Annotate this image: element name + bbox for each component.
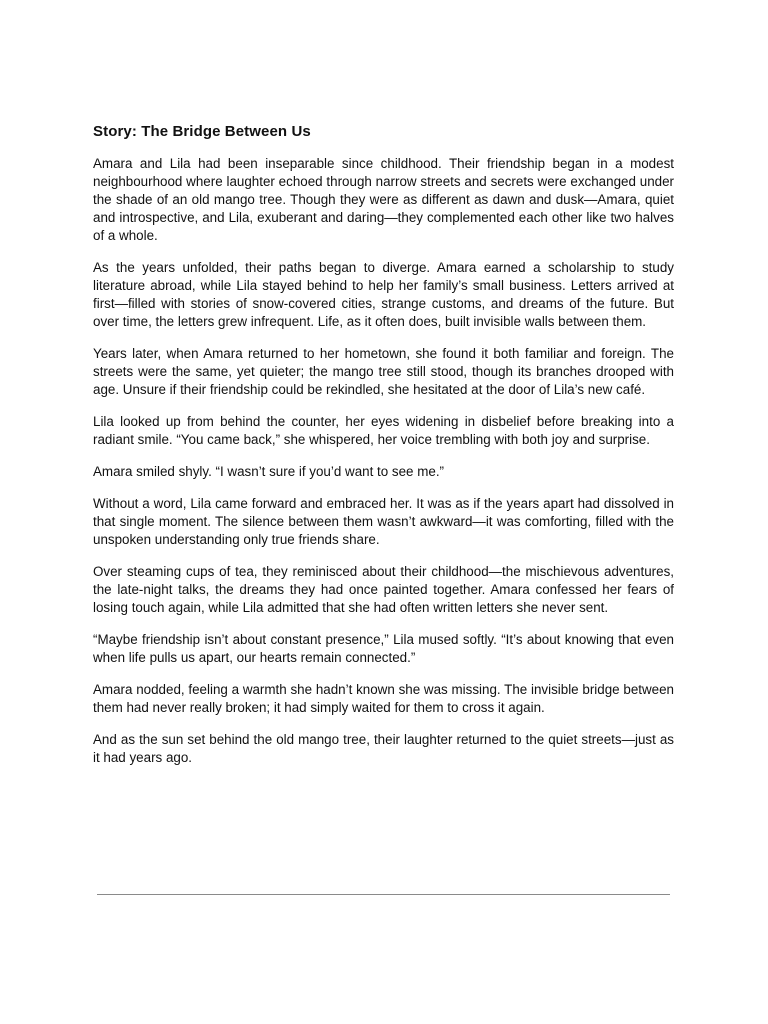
paragraph-9: Amara nodded, feeling a warmth she hadn’t known she was missing. The invisible bridge between them had never really broken; it had simply waited for them to cross it again. (93, 682, 674, 715)
paragraph-6: Without a word, Lila came forward and embraced her. It was as if the years apart had dissolved in that single moment. The silence between them wasn’t awkward—it was comforting, filled with the unspoken understanding only true friends share. (93, 496, 674, 547)
document-page (93, 122, 674, 781)
paragraph-4: Lila looked up from behind the counter, her eyes widening in disbelief before breaking into a radiant smile. “You came back,” she whispered, her voice trembling with both joy and surprise. (93, 414, 674, 447)
paragraph-1: Amara and Lila had been inseparable since childhood. Their friendship began in a modest neighbourhood where laughter echoed through narrow streets and secrets were exchanged under the shade of an old mango tree. Though they were as different as dawn and dusk—Amara, quiet and introspective, and Lila, exuberant and daring—they complemented each other like two halves of a whole. (93, 156, 674, 243)
paragraph-8: “Maybe friendship isn’t about constant presence,” Lila mused softly. “It’s about knowing that even when life pulls us apart, our hearts remain connected.” (93, 632, 674, 665)
horizontal-divider (97, 894, 670, 895)
paragraph-5: Amara smiled shyly. “I wasn’t sure if you’d want to see me.” (93, 464, 445, 479)
paragraph-10: And as the sun set behind the old mango tree, their laughter returned to the quiet streets—just as it had years ago. (93, 732, 674, 765)
paragraph-7: Over steaming cups of tea, they reminisced about their childhood—the mischievous adventures, the late-night talks, the dreams they had once painted together. Amara confessed her fears of losing touch again, while Lila admitted that she had often written letters she never sent. (93, 564, 674, 615)
paragraph-3: Years later, when Amara returned to her hometown, she found it both familiar and foreign. The streets were the same, yet quieter; the mango tree still stood, though its branches drooped with age. Unsure if their friendship could be rekindled, she hesitated at the door of Lila’s new café. (93, 346, 674, 397)
story-title: Story: The Bridge Between Us (93, 123, 311, 140)
paragraph-2: As the years unfolded, their paths began to diverge. Amara earned a scholarship to study literature abroad, while Lila stayed behind to help her family’s small business. Letters arrived at first—filled with stories of snow-covered cities, strange customs, and dreams of the future. But over time, the letters grew infrequent. Life, as it often does, built invisible walls between them. (93, 260, 674, 329)
